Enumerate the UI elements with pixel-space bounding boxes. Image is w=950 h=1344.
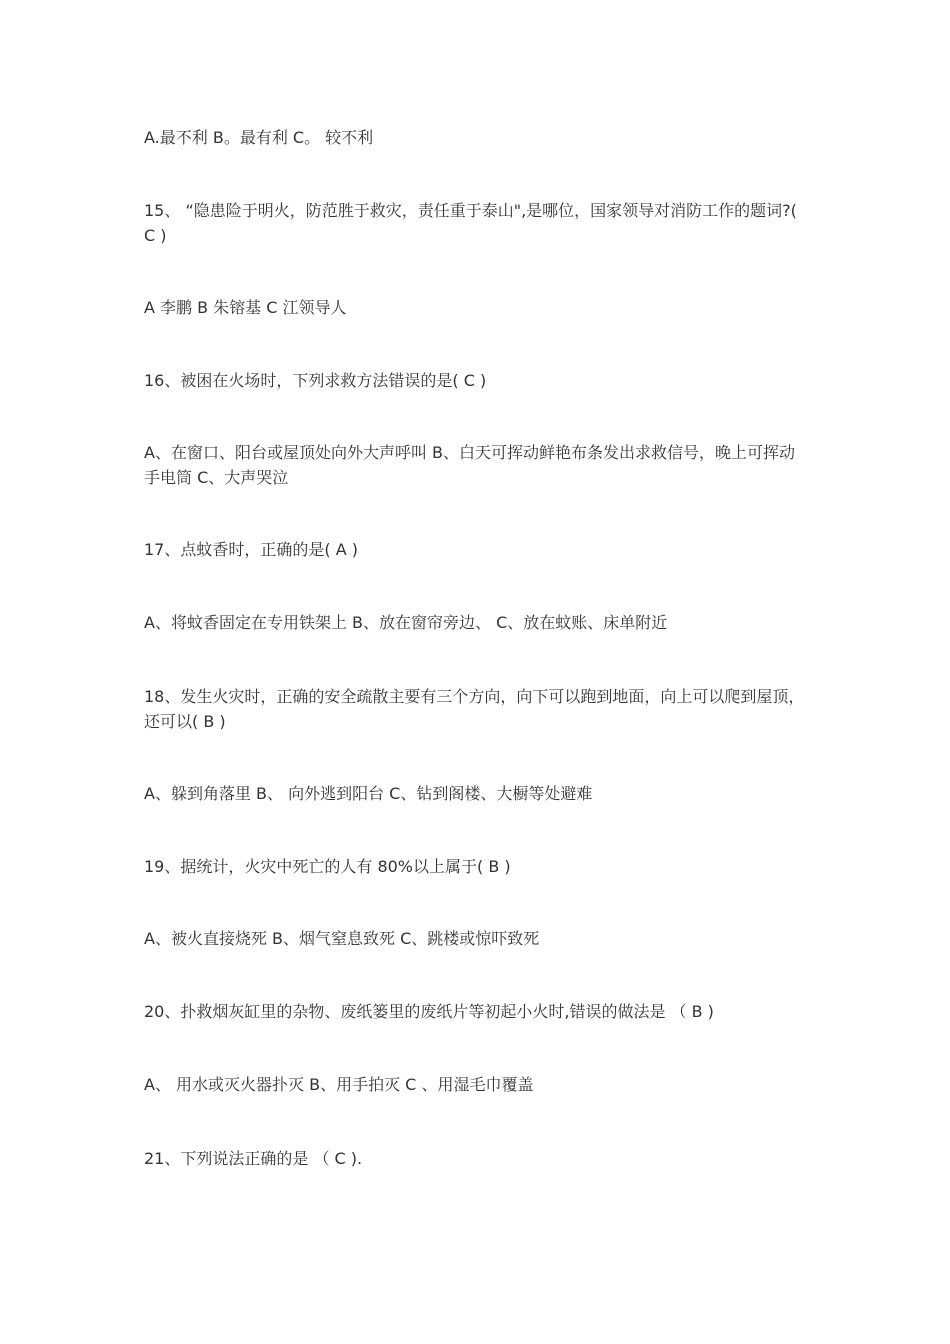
answer-options-20: A、 用水或灭火器扑灭 B、用手拍灭 C 、用湿毛巾覆盖 (144, 1075, 534, 1094)
answer-options-16: A、在窗口、阳台或屋顶处向外大声呼叫 B、白天可挥动鲜艳布条发出求救信号，晚上可挥动手电筒 C、大声哭泣 (144, 443, 796, 487)
question-18: 18、发生火灾时，正确的安全疏散主要有三个方向，向下可以跑到地面，向上可以爬到屋顶，还可以( B ) (144, 687, 805, 731)
answer-options-15: A 李鹏 B 朱镕基 C 江领导人 (144, 298, 347, 317)
question-16: 16、被困在火场时，下列求救方法错误的是( C ) (144, 371, 487, 390)
question-20: 20、扑救烟灰缸里的杂物、废纸篓里的废纸片等初起小火时,错误的做法是 （ B ) (144, 1002, 714, 1021)
answer-options-18: A、躲到角落里 B、 向外逃到阳台 C、钻到阁楼、大橱等处避难 (144, 784, 593, 803)
question-15: 15、 “隐患险于明火，防范胜于救灾，责任重于泰山",是哪位，国家领导对消防工作的题词?( C ) (144, 201, 797, 245)
answer-options-17: A、将蚊香固定在专用铁架上 B、放在窗帘旁边、 C、放在蚊账、床单附近 (144, 613, 668, 632)
question-21: 21、下列说法正确的是 （ C ). (144, 1149, 363, 1168)
answer-options-19: A、被火直接烧死 B、烟气窒息致死 C、跳楼或惊吓致死 (144, 929, 540, 948)
question-19: 19、据统计，火灾中死亡的人有 80%以上属于( B ) (144, 857, 511, 876)
question-17: 17、点蚊香时，正确的是( A ) (144, 540, 358, 559)
answer-options-14: A.最不利 B。最有利 C。 较不利 (144, 128, 374, 147)
